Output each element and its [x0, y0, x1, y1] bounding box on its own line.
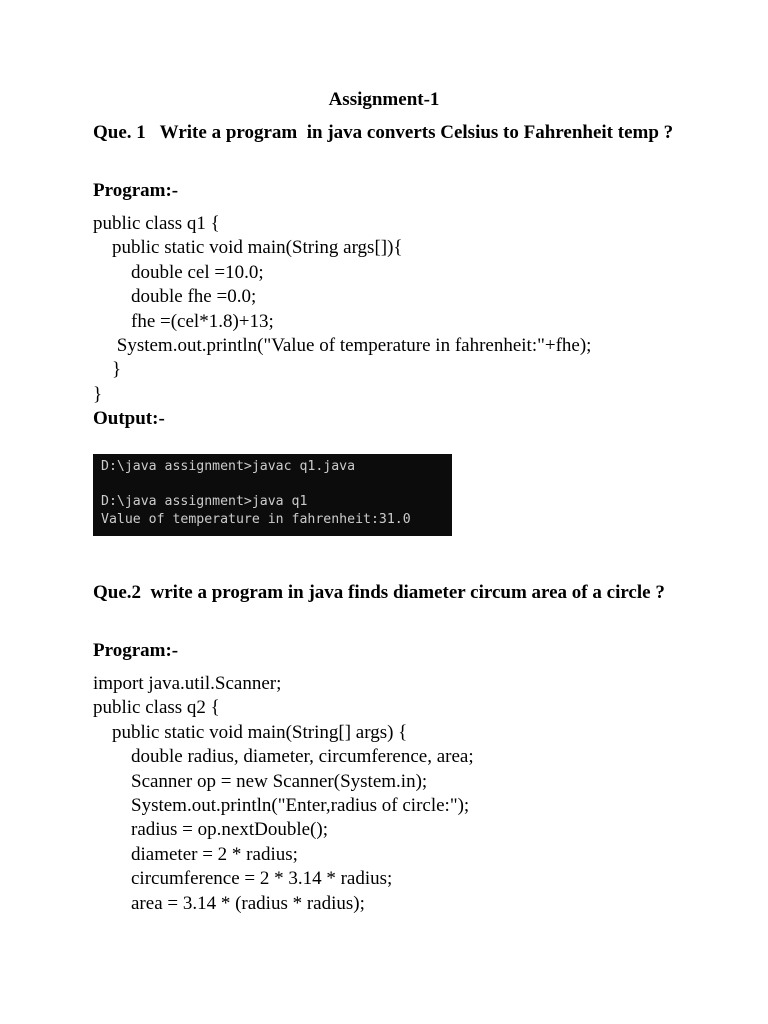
code-line: public static void main(String[] args) { [93, 721, 408, 743]
question-1-text: Que. 1 Write a program in java converts Celsius to Fahrenheit temp ? [93, 122, 674, 143]
code-line: public class q1 { [93, 213, 220, 234]
code-line: System.out.println("Enter,radius of circle:"); [93, 794, 470, 816]
terminal-line: Value of temperature in fahrenheit:31.0 [101, 511, 411, 527]
code-line: public static void main(String args[]){ [93, 237, 403, 259]
q2-program-heading: Program:- [93, 640, 179, 661]
code-line: System.out.println("Value of temperature in fahrenheit:"+fhe); [93, 334, 592, 356]
code-line: double fhe =0.0; [93, 286, 257, 308]
code-line: diameter = 2 * radius; [93, 843, 298, 865]
q2-code-block [93, 672, 713, 916]
code-line: fhe =(cel*1.8)+13; [93, 310, 274, 332]
code-line: Scanner op = new Scanner(System.in); [93, 770, 428, 792]
question-2-text: Que.2 write a program in java finds diameter circum area of a circle ? [93, 582, 665, 603]
terminal-line: D:\java assignment>java q1 [101, 494, 308, 510]
code-line: radius = op.nextDouble(); [93, 819, 328, 841]
code-line: } [93, 383, 103, 405]
terminal-line [101, 476, 444, 494]
code-line: public class q2 { [93, 697, 220, 719]
code-line: double cel =10.0; [93, 261, 264, 283]
q1-code-block [93, 212, 713, 407]
code-line: } [93, 359, 122, 381]
q1-output-heading: Output:- [93, 408, 165, 429]
code-line: area = 3.14 * (radius * radius); [93, 892, 365, 914]
q1-program-heading: Program:- [93, 180, 179, 201]
code-line: double radius, diameter, circumference, area; [93, 746, 474, 768]
terminal-output-screenshot [93, 454, 452, 536]
assignment-title: Assignment-1 [328, 89, 440, 110]
terminal-line: D:\java assignment>javac q1.java [101, 459, 356, 474]
code-line: import java.util.Scanner; [93, 673, 282, 694]
code-line: circumference = 2 * 3.14 * radius; [93, 868, 393, 890]
